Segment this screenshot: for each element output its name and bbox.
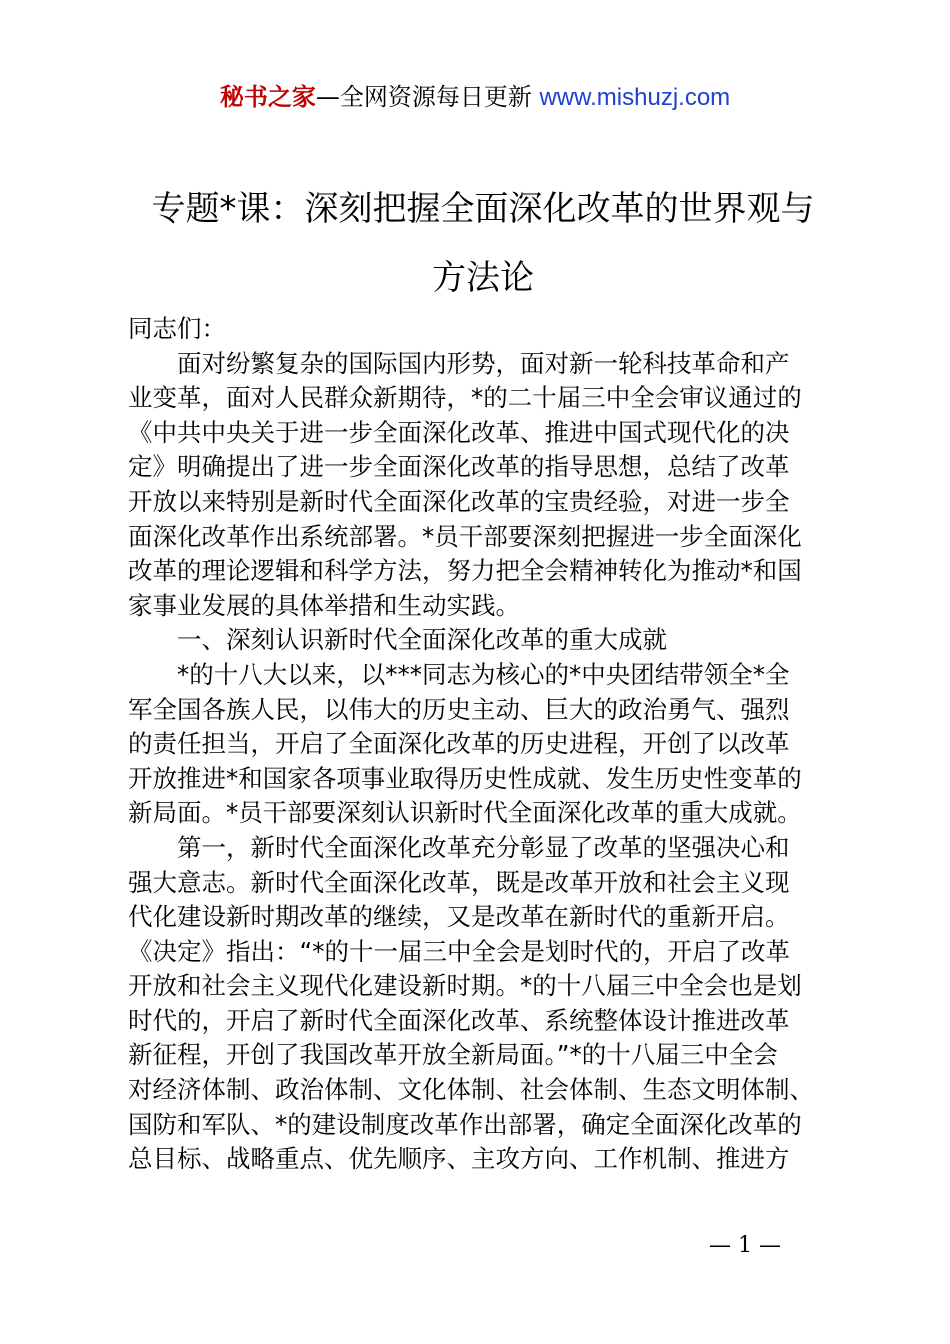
page-number: — 1 — — [709, 1233, 781, 1258]
banner-brand: 秘书之家 — [219, 83, 316, 111]
body-line: 时代的，开启了新时代全面深化改革、系统整体设计推进改革 — [128, 1005, 790, 1035]
body-line: 军全国各族人民，以伟大的历史主动、巨大的政治勇气、强烈 — [128, 694, 790, 724]
body-line: 国防和军队、*的建设制度改革作出部署，确定全面深化改革的 — [128, 1109, 802, 1139]
body-line: 《中共中央关于进一步全面深化改革、推进中国式现代化的决 — [128, 417, 790, 447]
body-line: 新局面。*员干部要深刻认识新时代全面深化改革的重大成就。 — [128, 798, 802, 828]
body-line: 开放以来特别是新时代全面深化改革的宝贵经验，对进一步全 — [128, 486, 790, 516]
document-title-line-1: 专题*课：深刻把握全面深化改革的世界观与 — [151, 189, 815, 229]
body-line: 面深化改革作出系统部署。*员干部要深刻把握进一步全面深化 — [128, 521, 802, 551]
body-line: *的十八大以来，以***同志为核心的*中央团结带领全*全 — [128, 659, 790, 689]
body-line: 第一，新时代全面深化改革充分彰显了改革的坚强决心和 — [128, 832, 790, 862]
salutation: 同志们： — [128, 314, 226, 343]
body-line: 业变革，面对人民群众新期待，*的二十届三中全会审议通过的 — [128, 383, 802, 413]
body-line: 家事业发展的具体举措和生动实践。 — [128, 590, 520, 620]
body-line: 《决定》指出：“*的十一届三中全会是划时代的，开启了改革 — [128, 936, 790, 966]
body-line: 强大意志。新时代全面深化改革，既是改革开放和社会主义现 — [128, 867, 790, 897]
body-line: 的责任担当，开启了全面深化改革的历史进程，开创了以改革 — [128, 729, 790, 759]
banner-slogan: —全网资源每日更新 — [315, 83, 540, 111]
body-line: 对经济体制、政治体制、文化体制、社会体制、生态文明体制、 — [128, 1075, 814, 1105]
document-body — [128, 312, 840, 1177]
body-line: 开放推进*和国家各项事业取得历史性成就、发生历史性变革的 — [128, 763, 802, 793]
body-line: 新征程，开创了我国改革开放全新局面。”*的十八届三中全会 — [128, 1040, 778, 1070]
document-title-line-2: 方法论 — [432, 258, 534, 298]
body-line: 定》明确提出了进一步全面深化改革的指导思想，总结了改革 — [128, 452, 790, 482]
section-heading: 一、深刻认识新时代全面深化改革的重大成就 — [128, 625, 667, 655]
body-line: 开放和社会主义现代化建设新时期。*的十八届三中全会也是划 — [128, 971, 802, 1001]
body-line: 代化建设新时期改革的继续，又是改革在新时代的重新开启。 — [128, 902, 790, 932]
body-line: 改革的理论逻辑和科学方法，努力把全会精神转化为推动*和国 — [128, 556, 802, 586]
body-line: 面对纷繁复杂的国际国内形势，面对新一轮科技革命和产 — [128, 348, 790, 378]
body-line: 总目标、战略重点、优先顺序、主攻方向、工作机制、推进方 — [128, 1144, 790, 1174]
site-banner — [0, 82, 950, 113]
banner-url-link[interactable]: www.mishuzj.com — [539, 84, 731, 111]
